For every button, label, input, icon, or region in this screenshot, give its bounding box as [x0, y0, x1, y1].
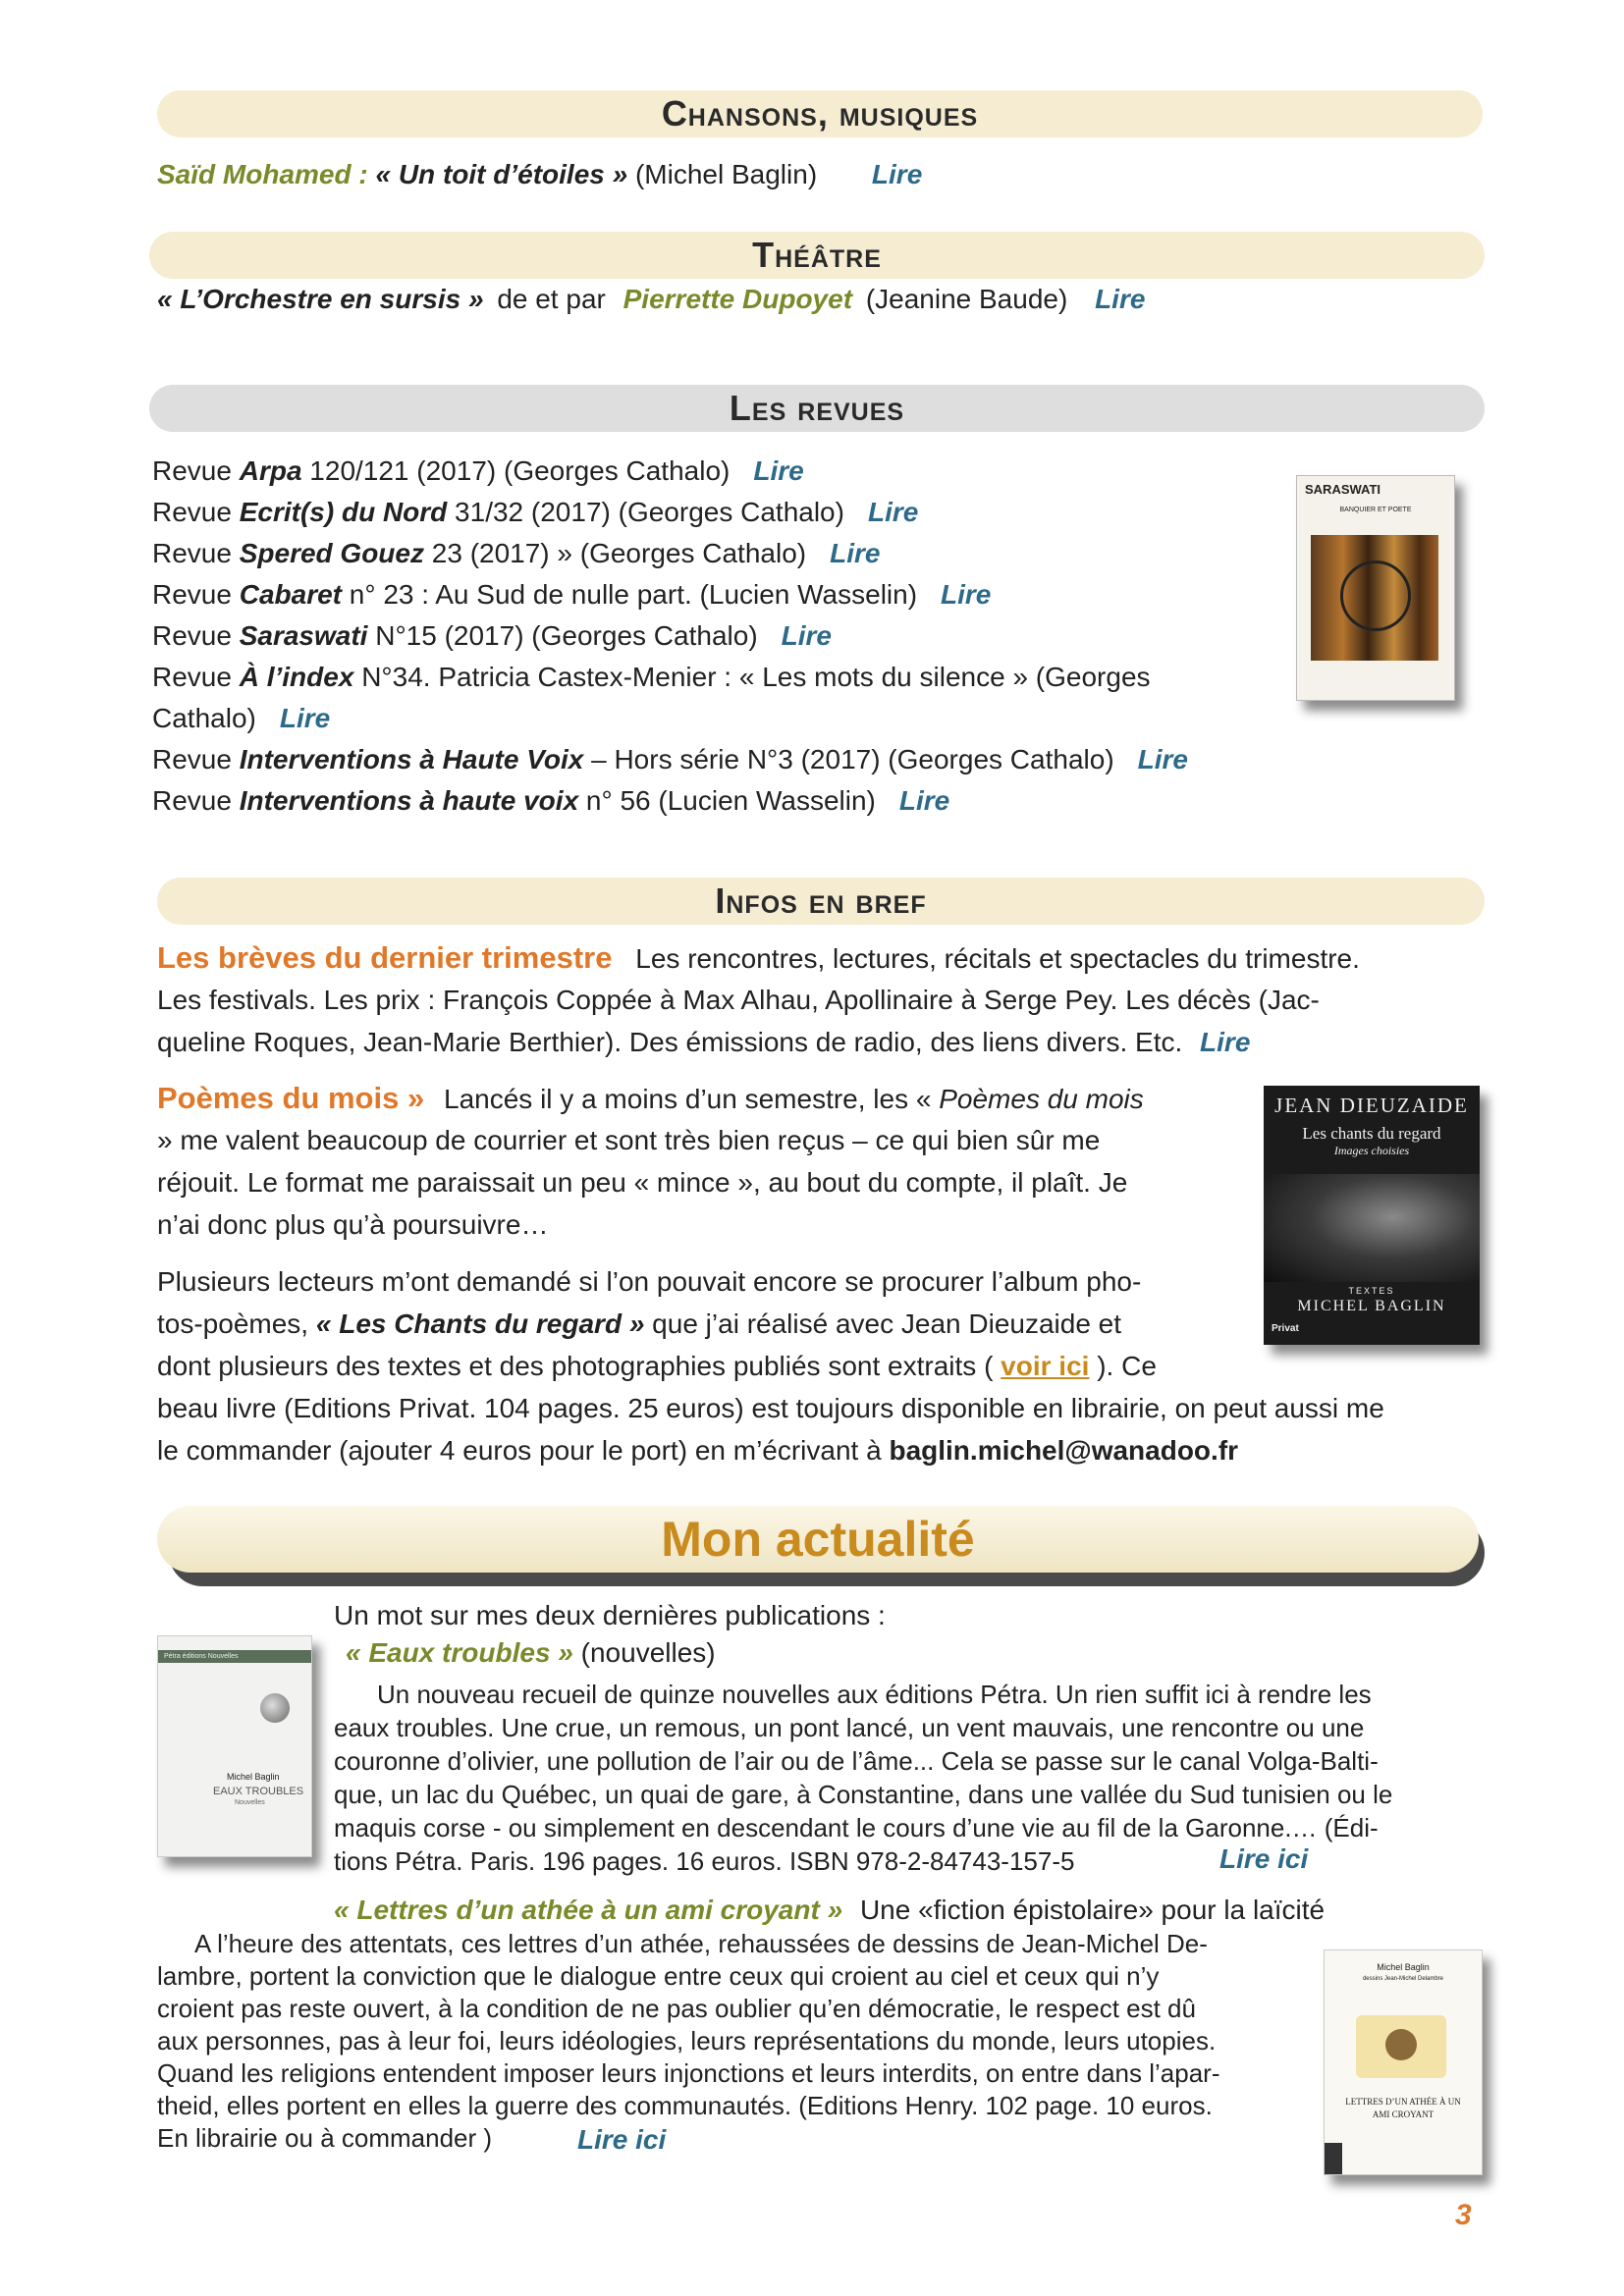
poemes-line-2: » me valent beaucoup de courrier et sont très bien reçus – ce qui bien sûr me [157, 1125, 1101, 1155]
page-number: 3 [1455, 2199, 1472, 2231]
book1-line: couronne d’olivier, une pollution de l’air ou de l’âme... Cela se passe sur le canal Volga-Balti- [334, 1746, 1379, 1776]
revue-details: 31/32 (2017) (Georges Cathalo) [447, 497, 844, 527]
theatre-author: Pierrette Dupoyet [623, 284, 853, 314]
revue-prefix: Revue [152, 744, 232, 774]
book2-read-link[interactable]: Lire ici [577, 2124, 667, 2155]
book1-title: « Eaux troubles » [346, 1637, 573, 1668]
chants-cover-poet: MICHEL BAGLIN [1297, 1298, 1446, 1314]
album-line-3 [157, 1351, 1157, 1382]
book1-line: maquis corse - ou simplement en descendant le cours d’une vie au fil de la Garonne.… (Édi- [334, 1813, 1379, 1842]
album-text-5a: le commander (ajouter 4 euros pour le port) en m’écrivant à [157, 1435, 890, 1466]
chansons-author: Saïd Mohamed : [157, 159, 368, 189]
section-header-chansons: Chansons, musiques [157, 90, 1483, 137]
email-address[interactable]: baglin.michel@wanadoo.fr [889, 1435, 1239, 1466]
book1-line: Un nouveau recueil de quinze nouvelles aux éditions Pétra. Un rien suffit ici à rendre les [377, 1680, 1372, 1709]
album-text-2c: que j’ai réalisé avec Jean Dieuzaide et [644, 1308, 1122, 1339]
revue-read-link[interactable]: Lire [1137, 744, 1188, 774]
album-text-3b: ). Ce [1089, 1351, 1157, 1381]
revue-read-link[interactable]: Lire [898, 785, 950, 816]
book2-line: aux personnes, pas à leur foi, leurs idéologies, leurs représentations du monde, leurs utopies. [157, 2026, 1217, 2056]
eaux-cover-moon [260, 1693, 290, 1723]
revue-details: 23 (2017) » (Georges Cathalo) [423, 538, 807, 568]
lettres-cover-sub: dessins Jean-Michel Delambre [1362, 1976, 1444, 1982]
revue-details: – Hors série N°3 (2017) (Georges Cathalo) [583, 744, 1114, 774]
breves-text-3: queline Roques, Jean-Marie Berthier). Des émissions de radio, des liens divers. Etc. [157, 1027, 1183, 1057]
revue-item [152, 455, 804, 487]
chants-cover-author: JEAN DIEUZAIDE [1274, 1094, 1469, 1117]
eaux-cover-top: Pétra éditions Nouvelles [158, 1650, 311, 1663]
book2-tagline: Une «fiction épistolaire» pour la laïcité [859, 1895, 1326, 1925]
chansons-read-link[interactable]: Lire [871, 159, 923, 189]
revue-prefix: Revue [152, 455, 232, 486]
album-voir-ici-link[interactable]: voir ici [1001, 1351, 1090, 1381]
eaux-cover-title: EAUX TROUBLES [213, 1786, 304, 1797]
book1-read-link-wrap [1219, 1843, 1308, 1875]
poemes-text-1: Lancés il y a moins d’un semestre, les « [444, 1084, 940, 1114]
revue-item [152, 538, 880, 569]
book1-genre: (nouvelles) [572, 1637, 716, 1668]
revue-item [152, 497, 918, 528]
eaux-cover-author: Michel Baglin [227, 1772, 280, 1782]
saraswati-cover [1296, 475, 1455, 701]
lettres-cover-drawing [1356, 2015, 1446, 2078]
revue-details: 120/121 (2017) (Georges Cathalo) [301, 455, 731, 486]
revue-name: À l’index [239, 662, 354, 692]
book1-line: tions Pétra. Paris. 196 pages. 16 euros. ISBN 978-2-84743-157-5 [334, 1846, 1075, 1876]
actualite-intro: Un mot sur mes deux dernières publications : [334, 1600, 886, 1630]
theatre-read-link[interactable]: Lire [1095, 284, 1146, 314]
section-header-infos: Infos en bref [157, 878, 1485, 925]
section-header-theatre: Théâtre [149, 232, 1485, 279]
chants-cover-sub: Images choisies [1333, 1144, 1410, 1157]
revue-read-link[interactable]: Lire [867, 497, 919, 527]
lettres-athee-cover [1324, 1949, 1483, 2175]
poemes-line-4: n’ai donc plus qu’à poursuivre… [157, 1209, 549, 1240]
chants-cover-photo [1264, 1174, 1480, 1282]
breves-line-1 [157, 942, 1360, 975]
revue-name: Spered Gouez [239, 538, 424, 568]
revue-prefix: Revue [152, 785, 232, 816]
theatre-entry [157, 284, 1145, 315]
chants-cover-textes: TEXTES [1348, 1286, 1395, 1296]
revue-item [152, 579, 991, 611]
revue-prefix: Revue [152, 538, 232, 568]
revue-item [152, 620, 832, 652]
revue-prefix: Revue [152, 620, 232, 651]
album-line-4: beau livre (Editions Privat. 104 pages. 25 euros) est toujours disponible en librairie, on peut aussi me [157, 1393, 1384, 1423]
lettres-cover-title: LETTRES D’UN ATHÉE À UN AMI CROYANT [1345, 2097, 1461, 2119]
lettres-cover-spine [1325, 2143, 1342, 2174]
section-header-actualite: Mon actualité [157, 1506, 1479, 1573]
breves-line-2: Les festivals. Les prix : François Coppée à Max Alhau, Apollinaire à Serge Pey. Les décès (Jac- [157, 985, 1320, 1015]
revue-prefix: Revue [152, 662, 232, 692]
album-book-title: « Les Chants du regard » [315, 1308, 645, 1339]
book2-line: lambre, portent la conviction que le dialogue entre ceux qui croient au ciel et ceux qui n’y [157, 1961, 1160, 1991]
revue-details: N°15 (2017) (Georges Cathalo) [367, 620, 758, 651]
album-line-2 [157, 1308, 1121, 1340]
revue-name: Interventions à Haute Voix [239, 744, 584, 774]
lettres-cover-author: Michel Baglin [1377, 1962, 1430, 1972]
revue-details: Cathalo) [152, 703, 256, 733]
revue-read-link[interactable]: Lire [941, 579, 992, 610]
breves-read-link[interactable]: Lire [1200, 1027, 1251, 1057]
revue-item [152, 662, 1151, 693]
chansons-entry [157, 159, 922, 190]
book1-heading [346, 1637, 716, 1669]
album-line-1: Plusieurs lecteurs m’ont demandé si l’on pouvait encore se procurer l’album pho- [157, 1266, 1142, 1297]
breves-text-1: Les rencontres, lectures, récitals et spectacles du trimestre. [635, 943, 1360, 974]
revue-read-link[interactable]: Lire [279, 703, 331, 733]
book2-line: En librairie ou à commander ) [157, 2123, 493, 2153]
theatre-title: « L’Orchestre en sursis » [157, 284, 484, 314]
book2-read-link-wrap [577, 2124, 666, 2156]
book2-line: A l’heure des attentats, ces lettres d’un athée, rehaussées de dessins de Jean-Michel De- [194, 1929, 1208, 1958]
book2-heading [334, 1895, 1325, 1926]
theatre-mid: de et par [497, 284, 606, 314]
chansons-title: « Un toit d’étoiles » [375, 159, 628, 189]
chants-cover-title: Les chants du regard [1302, 1124, 1441, 1143]
breves-line-3 [157, 1027, 1250, 1058]
revue-read-link[interactable]: Lire [830, 538, 881, 568]
chants-du-regard-cover [1264, 1086, 1480, 1345]
revue-details: n° 56 (Lucien Wasselin) [578, 785, 876, 816]
poemes-title: Poèmes du mois » [157, 1081, 425, 1115]
revue-details: N°34. Patricia Castex-Menier : « Les mots du silence » (Georges [353, 662, 1151, 692]
revue-item [152, 703, 330, 734]
revue-name: Arpa [239, 455, 302, 486]
revue-prefix: Revue [152, 579, 232, 610]
eaux-cover-sub: Nouvelles [235, 1799, 265, 1806]
revue-prefix: Revue [152, 497, 232, 527]
poemes-line-1 [157, 1083, 1144, 1115]
chants-cover-publisher: Privat [1272, 1323, 1299, 1334]
book1-line: eaux troubles. Une crue, un remous, un pont lancé, un vent mauvais, une rencontre ou une [334, 1713, 1365, 1742]
chansons-critic: (Michel Baglin) [634, 159, 818, 189]
saraswati-cover-sub: BANQUIER ET POETE [1339, 507, 1412, 513]
revue-item [152, 744, 1188, 775]
revue-name: Cabaret [239, 579, 342, 610]
album-line-5 [157, 1435, 1238, 1467]
revue-name: Saraswati [239, 620, 368, 651]
revue-details: n° 23 : Au Sud de nulle part. (Lucien Wasselin) [341, 579, 918, 610]
revue-read-link[interactable]: Lire [753, 455, 804, 486]
revue-name: Interventions à haute voix [239, 785, 579, 816]
book2-line: Quand les religions entendent imposer leurs injonctions et leurs interdits, on entre dans l’apar- [157, 2058, 1220, 2088]
album-text-3a: dont plusieurs des textes et des photographies publiés sont extraits ( [157, 1351, 1001, 1381]
book1-line: que, un lac du Québec, un quai de gare, à Constantine, dans une vallée du Sud tunisien ou le [334, 1780, 1393, 1809]
revue-read-link[interactable]: Lire [781, 620, 832, 651]
theatre-critic: (Jeanine Baude) [865, 284, 1068, 314]
book1-read-link[interactable]: Lire ici [1219, 1843, 1309, 1874]
book2-line: theid, elles portent en elles la guerre des communautés. (Editions Henry. 102 page. 10 euros. [157, 2091, 1213, 2120]
breves-title: Les brèves du dernier trimestre [157, 940, 613, 975]
book2-line: croient pas reste ouvert, à la condition de ne pas oublier qu’en démocratie, le respect est dû [157, 1994, 1196, 2023]
poemes-line-3: réjouit. Le format me paraissait un peu « mince », au bout du compte, il plaît. Je [157, 1167, 1128, 1198]
eaux-troubles-cover [157, 1635, 312, 1857]
saraswati-cover-title: SARASWATI [1305, 482, 1381, 497]
revue-name: Ecrit(s) du Nord [239, 497, 448, 527]
poemes-text-1-italic: Poèmes du mois [939, 1084, 1144, 1114]
revue-item [152, 785, 949, 817]
book2-title: « Lettres d’un athée à un ami croyant » [334, 1895, 843, 1925]
saraswati-cover-painting [1311, 535, 1438, 661]
album-text-2a: tos-poèmes, [157, 1308, 316, 1339]
section-header-revues: Les revues [149, 385, 1485, 432]
